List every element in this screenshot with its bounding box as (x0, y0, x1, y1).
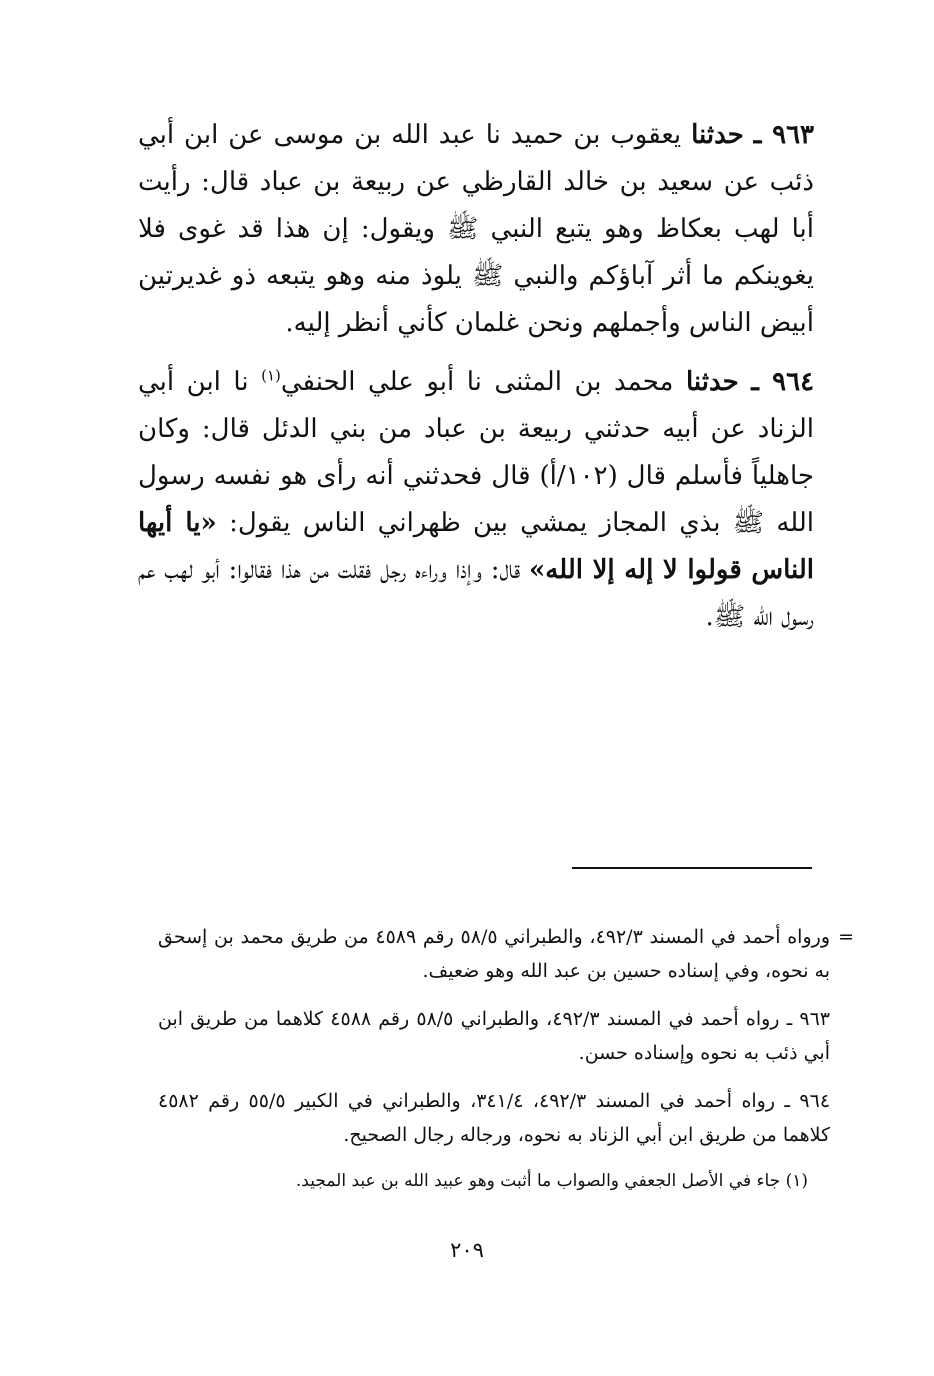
footnote-1: (١) جاء في الأصل الجعفي والصواب ما أثبت وهو عبيد الله بن عبد المجيد. (295, 1171, 808, 1191)
hadith-964-text-c: قال: وإذا وراءه رجل فقلت من هذا فقالوا: أبو لهب عم رسول الله ﷺ. (138, 555, 814, 632)
footnote-ref-1[interactable]: (١) (261, 366, 281, 385)
hadith-964-text-a: محمد بن المثنى نا أبو علي الحنفي (280, 367, 674, 397)
hadith-964-text-b: نا ابن أبي الزناد عن أبيه حدثني ربيعة بن عباد من بني الدئل قال: وكان جاهلياً فأسلم قال (١٠٢/أ) قال فحدثني أنه رأى هو نفسه رسول الله ﷺ بذي المجاز يمشي بين ظهراني الناس يقول: (138, 367, 815, 538)
hadith-963-text: يعقوب بن حميد نا عبد الله بن موسى عن ابن أبي ذئب عن سعيد بن خالد القارظي عن ربيعة بن عباد قال: رأيت أبا لهب بعكاظ وهو يتبع النبي ﷺ ويقول: إن هذا قد غوى فلا يغوينكم ما أثر آباؤكم والنبي ﷺ يلوذ منه وهو يتبعه ذو غديرتين أبيض الناس وأجملهم ونحن غلمان كأني أنظر إليه. (138, 120, 814, 338)
footnotes (140, 920, 854, 1196)
footnote-continuation (158, 920, 854, 988)
hadith-964-lead: حدثنا (685, 367, 739, 397)
hadith-964-quote: «يا أيها الناس قولوا لا إله إلا الله» (138, 508, 815, 585)
page-number: ٢٠٩ (450, 1238, 484, 1262)
footnote-separator (572, 867, 812, 869)
footnote-continuation-text: ورواه أحمد في المسند ٤٩٢/٣، والطبراني ٥٨/٥ رقم ٤٥٨٩ من طريق محمد بن إسحق به نحوه، وفي إسناده حسين بن عبد الله وهو ضعيف. (158, 926, 830, 982)
footnote-963: ٩٦٣ ـ رواه أحمد في المسند ٤٩٢/٣، والطبراني ٥٨/٥ رقم ٤٥٨٨ كلاهما من طريق ابن أبي ذئب به نحوه وإسناده حسن. (158, 1008, 830, 1064)
hadith-964-number: ٩٦٤ ـ (751, 367, 815, 397)
footnote-964: ٩٦٤ ـ رواه أحمد في المسند ٤٩٢/٣، ٣٤١/٤، والطبراني في الكبير ٥٥/٥ رقم ٤٥٨٢ كلاهما من طريق ابن أبي الزناد به نحوه، ورجاله رجال الصحيح. (158, 1090, 831, 1146)
hadith-963 (138, 112, 814, 347)
hadith-963-lead: حدثنا (691, 120, 744, 150)
hadith-963-number: ٩٦٣ ـ (753, 120, 815, 150)
hadith-964 (138, 359, 814, 641)
continuation-mark: = (838, 926, 854, 948)
main-text (138, 112, 814, 653)
